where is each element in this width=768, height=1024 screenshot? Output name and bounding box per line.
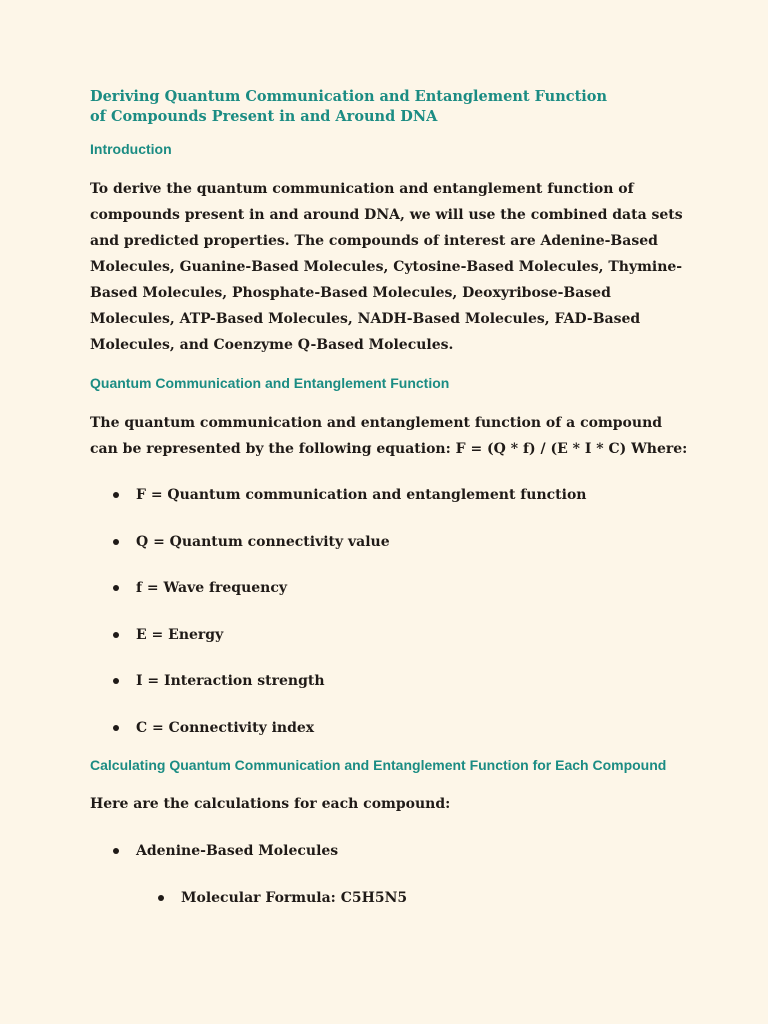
variable-list-item xyxy=(136,625,223,645)
compound-detail-text: Molecular Formula: C5H5N5 xyxy=(181,890,408,906)
variable-list-item xyxy=(136,578,287,598)
calculations-paragraph: Here are the calculations for each compound: xyxy=(90,796,451,812)
document-title: Deriving Quantum Communication and Entanglement Function of Compounds Present in and Around DNA xyxy=(90,88,607,125)
section-heading-introduction: Introduction xyxy=(90,141,172,157)
section-heading-function: Quantum Communication and Entanglement Function xyxy=(90,375,450,391)
variable-text: Q = Quantum connectivity value xyxy=(136,534,390,550)
bullet-icon xyxy=(113,632,119,638)
compound-name: Adenine-Based Molecules xyxy=(136,843,339,859)
variable-text: f = Wave frequency xyxy=(136,580,288,596)
bullet-icon xyxy=(113,585,119,591)
bullet-icon xyxy=(113,539,119,545)
equation-paragraph: The quantum communication and entanglement function of a compound can be represented by the following equation: F = (Q * f) / (E * I * C) Where: xyxy=(90,415,688,457)
variable-list-item xyxy=(136,671,325,691)
variable-text: C = Connectivity index xyxy=(136,720,315,736)
variable-text: E = Energy xyxy=(136,627,224,643)
compound-list-item xyxy=(136,841,338,861)
bullet-icon xyxy=(113,848,119,854)
bullet-icon xyxy=(113,678,119,684)
variable-list-item xyxy=(136,532,390,552)
introduction-paragraph: To derive the quantum communication and entanglement function of compounds present in and around DNA, we will use the combined data sets and predicted properties. The compounds of interest are Adenine-Based Molecules, Guanine-Based Molecules, Cytosine-Based Molecules, Thymine-Based Molecules, Phosphate-Based Molecules, Deoxyribose-Based Molecules, ATP-Based Molecules, NADH-Based Molecules, FAD-Based Molecules, and Coenzyme Q-Based Molecules. xyxy=(90,181,683,353)
bullet-icon xyxy=(113,725,119,731)
section-heading-calculations: Calculating Quantum Communication and Entanglement Function for Each Compound xyxy=(90,757,667,773)
bullet-icon xyxy=(158,895,164,901)
variable-list-item xyxy=(136,485,587,505)
bullet-icon xyxy=(113,492,119,498)
variable-text: I = Interaction strength xyxy=(136,673,325,689)
variable-text: F = Quantum communication and entanglement function xyxy=(136,487,587,503)
compound-detail-item xyxy=(181,888,407,908)
variable-list-item xyxy=(136,718,314,738)
